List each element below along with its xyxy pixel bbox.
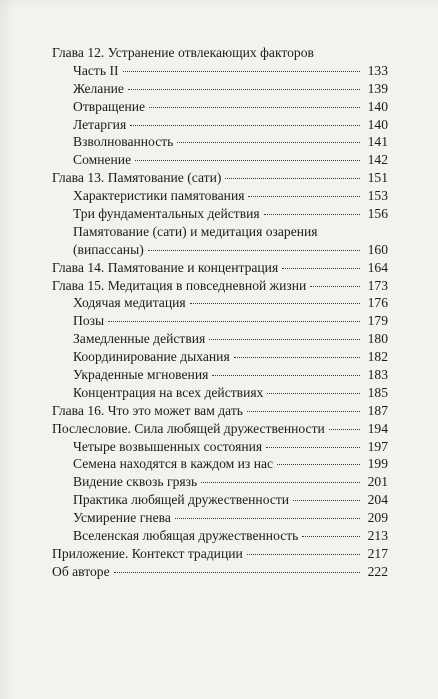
toc-entry	[52, 62, 388, 80]
toc-entry-page-number: 213	[367, 528, 388, 544]
dot-leader	[209, 339, 360, 340]
toc-entry	[52, 223, 388, 241]
dot-leader	[282, 268, 360, 269]
toc-entry-title: Три фундаментальных действия	[73, 206, 260, 222]
toc-entry-page-number: 185	[367, 384, 388, 400]
dot-leader	[201, 482, 360, 483]
toc-entry-page-number: 173	[367, 277, 388, 293]
toc-entry-title: Практика любящей дружественности	[73, 492, 290, 508]
toc-entry	[52, 563, 388, 581]
toc-entry	[52, 348, 388, 366]
toc-entry-page-number: 141	[367, 134, 388, 150]
toc-entry	[52, 205, 388, 223]
toc-entry-title: Концентрация на всех действиях	[73, 384, 264, 400]
toc-entry-title: Замедленные действия	[73, 331, 206, 347]
toc-entry-title: Глава 15. Медитация в повседневной жизни	[52, 277, 307, 293]
dot-leader	[175, 518, 360, 519]
toc-entry	[52, 491, 388, 509]
dot-leader	[277, 464, 360, 465]
toc-entry-title: Украденные мгновения	[73, 367, 209, 383]
dot-leader	[264, 214, 360, 215]
dot-leader	[247, 554, 360, 555]
toc-entry-title: Приложение. Контекст традиции	[52, 545, 243, 561]
dot-leader	[310, 286, 360, 287]
toc-entry	[52, 527, 388, 545]
dot-leader	[190, 303, 360, 304]
toc-entry	[52, 438, 388, 456]
toc-entry	[52, 133, 388, 151]
toc-entry	[52, 455, 388, 473]
toc-entry	[52, 509, 388, 527]
toc-entry-page-number: 204	[367, 492, 388, 508]
toc-entry-title: Ходячая медитация	[73, 295, 186, 311]
toc-entry-title: Позы	[73, 313, 105, 329]
toc-entry-title: Характеристики памятования	[73, 188, 245, 204]
dot-leader	[266, 447, 360, 448]
toc-entry	[52, 187, 388, 205]
toc-entry-page-number: 151	[367, 170, 388, 186]
dot-leader	[130, 125, 360, 126]
dot-leader	[114, 572, 360, 573]
dot-leader	[148, 250, 360, 251]
toc-entry	[52, 294, 388, 312]
toc-entry-page-number: 197	[367, 438, 388, 454]
dot-leader	[123, 71, 361, 72]
dot-leader	[234, 357, 360, 358]
toc-entry-title: Усмирение гнева	[73, 510, 171, 526]
toc-entry-page-number: 176	[367, 295, 388, 311]
toc-entry	[52, 116, 388, 134]
toc-entry-page-number: 133	[367, 62, 388, 78]
toc-entry	[52, 44, 388, 62]
toc-entry-page-number: 139	[367, 80, 388, 96]
toc-entry	[52, 169, 388, 187]
toc-entry	[52, 545, 388, 563]
toc-entry	[52, 402, 388, 420]
toc-entry-page-number: 140	[367, 98, 388, 114]
toc-entry-page-number: 160	[367, 241, 388, 257]
toc-entry-title: Взволнованность	[73, 134, 174, 150]
toc-entry	[52, 80, 388, 98]
toc-entry-page-number: 182	[367, 349, 388, 365]
toc-entry-page-number: 140	[367, 116, 388, 132]
toc-entry-title: Четыре возвышенных состояния	[73, 438, 263, 454]
toc-entry-title: Координирование дыхания	[73, 349, 230, 365]
dot-leader	[108, 321, 360, 322]
toc-entry-page-number: 180	[367, 331, 388, 347]
toc-entry-title: Вселенская любящая дружественность	[73, 528, 299, 544]
toc-entry-title: Желание	[73, 80, 124, 96]
toc-entry-page-number: 142	[367, 152, 388, 168]
toc-entry-title: Глава 14. Памятование и концентрация	[52, 259, 279, 275]
toc-entry	[52, 384, 388, 402]
toc-entry	[52, 420, 388, 438]
dot-leader	[248, 196, 360, 197]
toc-entry	[52, 259, 388, 277]
dot-leader	[135, 160, 360, 161]
toc-entry-title: (випассаны)	[73, 241, 144, 257]
toc-entry	[52, 98, 388, 116]
toc-entry	[52, 312, 388, 330]
dot-leader	[177, 142, 360, 143]
toc-entry	[52, 366, 388, 384]
toc-entry	[52, 473, 388, 491]
toc-entry	[52, 241, 388, 259]
toc-entry-page-number: 187	[367, 402, 388, 418]
toc-entry-page-number: 222	[367, 563, 388, 579]
toc-entry-title: Видение сквозь грязь	[73, 474, 198, 490]
toc-entry-page-number: 179	[367, 313, 388, 329]
dot-leader	[293, 500, 360, 501]
toc-entry-title: Памятование (сати) и медитация озарения	[73, 223, 318, 239]
dot-leader	[247, 411, 360, 412]
toc-entry-title: Семена находятся в каждом из нас	[73, 456, 274, 472]
toc-entry-title: Глава 12. Устранение отвлекающих факторов	[52, 45, 314, 60]
toc-entry-page-number: 201	[367, 474, 388, 490]
toc-entry	[52, 151, 388, 169]
dot-leader	[128, 89, 360, 90]
dot-leader	[225, 178, 360, 179]
dot-leader	[267, 393, 360, 394]
toc-entry-title: Отвращение	[73, 98, 146, 114]
toc-entry-page-number: 209	[367, 510, 388, 526]
toc-entry-page-number: 183	[367, 367, 388, 383]
toc-entry-title: Глава 16. Что это может вам дать	[52, 402, 243, 418]
toc-entry-page-number: 194	[367, 420, 388, 436]
toc-entry-title: Об авторе	[52, 563, 110, 579]
toc-entry	[52, 277, 388, 295]
toc-entry-page-number: 199	[367, 456, 388, 472]
table-of-contents	[52, 44, 388, 581]
toc-entry-page-number: 153	[367, 188, 388, 204]
toc-entry-title: Часть II	[73, 62, 119, 78]
toc-entry-title: Сомнение	[73, 152, 132, 168]
toc-entry-page-number: 217	[367, 545, 388, 561]
dot-leader	[302, 536, 360, 537]
toc-entry-page-number: 164	[367, 259, 388, 275]
dot-leader	[212, 375, 360, 376]
toc-entry-title: Летаргия	[73, 116, 127, 132]
dot-leader	[329, 429, 360, 430]
toc-entry-page-number: 156	[367, 206, 388, 222]
toc-entry-title: Глава 13. Памятование (сати)	[52, 170, 222, 186]
dot-leader	[149, 107, 360, 108]
toc-entry-title: Послесловие. Сила любящей дружественности	[52, 420, 325, 436]
toc-entry	[52, 330, 388, 348]
